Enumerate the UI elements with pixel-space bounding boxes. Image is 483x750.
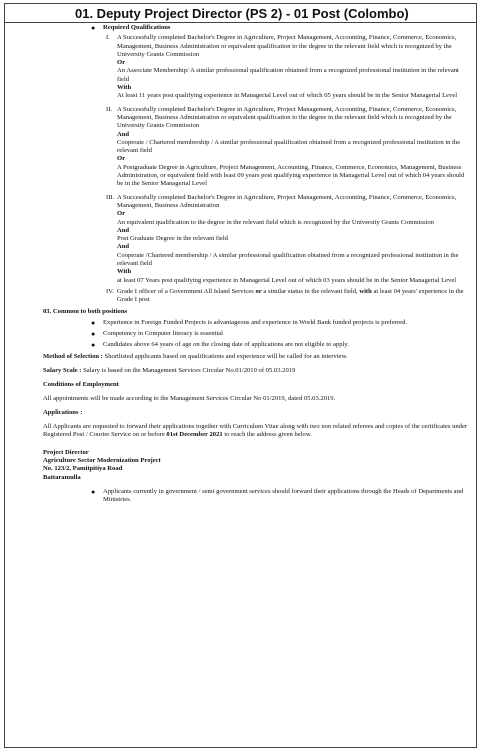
common-requirement	[5, 330, 476, 338]
qualification-item	[5, 34, 476, 100]
common-requirement-text: Competency in Computer literacy is essential	[103, 330, 223, 338]
qualification-text: At least 11 years post qualifying experience in Managerial Level out of which 05 years should be in the Senior Managerial Level	[117, 92, 458, 100]
bullet-icon: ●	[91, 330, 96, 339]
method-of-selection: Method of Selection : Shortlisted applicants based on qualifications and experience will be called for an interview.	[43, 352, 348, 360]
advertisement-body	[5, 24, 476, 505]
address-line: Project Director	[43, 448, 89, 456]
common-heading: 03. Common to both positions	[43, 307, 128, 315]
qualification-text: An equivalent qualification to the degree in the relevant field which is recognized by the University Grants Commission	[117, 218, 434, 226]
qualification-item-iv	[5, 288, 476, 305]
common-requirement-text: Experience in Foreign Funded Projects is advantageous and experience in World Bank funded projects is preferred.	[103, 318, 408, 326]
salary-scale: Salary Scale : Salary is based on the Management Services Circular No.01/2019 of 05.03.2019	[43, 366, 296, 374]
qualification-text: Post Graduate Degree in the relevant field	[117, 235, 228, 243]
common-requirement	[5, 319, 476, 327]
required-heading: Required Qualifications	[103, 24, 171, 31]
bullet-icon: ●	[91, 487, 96, 496]
required-heading-row	[5, 24, 476, 32]
qualification-text: A Successfully completed Bachelor's Degree in Agriculture, Project Management, Accounting, Finance, Commerce, Economics, Management, Business Administration	[117, 193, 457, 209]
item-iv-text: Grade I officer of a Government All Island Services or a similar status in the relevant field, with at least 04 years' experience in the Grade I post	[117, 287, 464, 304]
address-line: No. 123/2, Pamitpitiya Road	[43, 465, 123, 473]
item-number: I.	[106, 34, 110, 42]
qualification-item	[5, 106, 476, 189]
item-number: II.	[106, 105, 113, 113]
qualification-text: A Successfully completed Bachelor's Degree in Agriculture, Project Management, Accounting, Finance, Commerce, Economics, Management, Business Administration or equivalent qualification to the degree in the relevant field which is recognized by the University Grants Commission	[117, 34, 457, 58]
qualification-text: Cooperate / Chartered membership / A similar professional qualification obtained from a recognized professional institution in the relevant field	[117, 138, 461, 155]
bullet-icon: ●	[91, 318, 96, 327]
connector-word: And	[117, 226, 130, 234]
bullet-icon: ●	[91, 24, 96, 32]
advertisement-frame	[4, 3, 477, 748]
conditions-text: All appointments will be made according to the Management Services Circular No 01/2019, dated 05.03.2019.	[43, 394, 336, 402]
qualification-list	[5, 34, 476, 285]
item-number: IV.	[106, 287, 114, 295]
conditions-heading: Conditions of Employment	[43, 381, 119, 389]
qualification-text: An Associate Membership/ A similar professional qualification obtained from a recognized professional institution in the relevant field	[117, 67, 459, 83]
common-requirement	[5, 341, 476, 349]
applications-heading: Applications :	[43, 408, 83, 416]
connector-word: With	[117, 84, 132, 92]
final-note	[5, 488, 476, 505]
item-number: III.	[106, 193, 115, 201]
qualification-text: A Successfully completed Bachelor's Degree in Agriculture, Project Management, Accounting, Finance, Commerce, Economics, Management, Business Administration or equivalent qualification to the degree in the relevant field which is recognized by the University Grants Commission	[117, 105, 457, 130]
qualification-text: A Postgraduate Degree in Agriculture, Project Management, Accounting, Finance, Commerce, Economics, Management, Business Administration, or equivalent field with least 09 years post qualifying experience in Managerial Level out of which 04 years should be in the Senior Managerial Level	[117, 163, 465, 188]
connector-word: Or	[117, 155, 126, 163]
post-title: 01. Deputy Project Director (PS 2) - 01 Post (Colombo)	[5, 4, 476, 23]
qualification-item	[5, 194, 476, 285]
connector-word: With	[117, 268, 132, 276]
common-list	[5, 319, 476, 350]
address-line: Battaramulla	[43, 473, 81, 481]
bullet-icon: ●	[91, 341, 96, 350]
connector-word: And	[117, 243, 130, 251]
qualification-text: Cooperate /Chartered membership / A similar professional qualification obtained from a recognized professional institution in the relevant field	[117, 251, 459, 268]
common-requirement-text: Candidates above 64 years of age on the closing date of applications are not eligible to apply.	[103, 341, 349, 349]
address-line: Agriculture Sector Modernization Project	[43, 457, 161, 465]
postal-address	[5, 449, 476, 482]
qualification-text: at least 07 Years post qualifying experience in Managerial Level out of which 03 years should be in the Senior Managerial Level	[117, 276, 457, 284]
connector-word: Or	[117, 210, 126, 218]
connector-word: Or	[117, 59, 126, 67]
applications-text: All Applicants are requested to forward their applications together with Curriculum Vitae along with two non related referees and copies of the certificates under Registered Post / Courier Service on or before 01st December 2021 to reach the address given below.	[43, 423, 468, 439]
connector-word: And	[117, 130, 130, 138]
final-note-text: Applicants currently in government / semi government services should forward their applications through the Heads of Departments and Ministries.	[103, 487, 464, 504]
